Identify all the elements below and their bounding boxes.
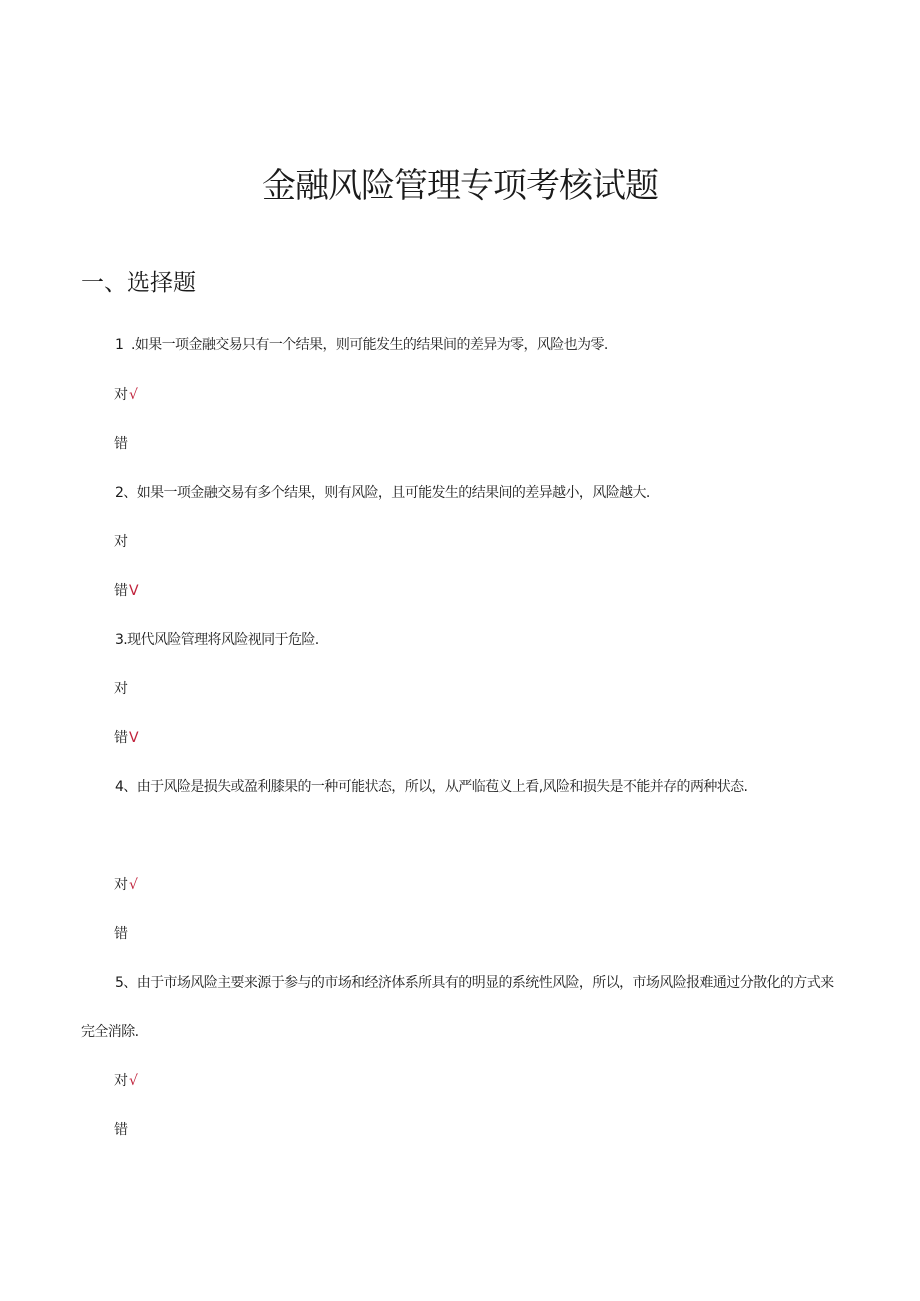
option-false[interactable] — [114, 433, 129, 455]
option-true[interactable] — [114, 1070, 138, 1092]
option-label: 错 — [114, 1122, 128, 1138]
option-label: 错 — [114, 730, 128, 746]
option-label: 对 — [114, 534, 128, 550]
page-title: 金融风险管理专项考核试题 — [262, 166, 658, 206]
answer-mark: V — [129, 583, 139, 599]
answer-mark: √ — [129, 1073, 138, 1089]
option-label: 错 — [114, 583, 128, 599]
option-false[interactable] — [114, 923, 129, 945]
question-4: 4、由于风险是损失或盈利膝果的一种可能状态，所以，从严临苞义上看,风险和损失是不能并存的两种状态. — [115, 779, 748, 795]
option-false[interactable] — [114, 1119, 129, 1141]
option-false[interactable] — [114, 727, 139, 749]
question-3: 3.现代风险管理将风险视同于危险. — [115, 632, 319, 648]
question-1: 1 .如果一项金融交易只有一个结果，则可能发生的结果间的差异为零，风险也为零. — [115, 337, 608, 353]
option-label: 错 — [114, 926, 128, 942]
answer-mark: V — [129, 730, 139, 746]
option-label: 对 — [114, 681, 128, 697]
option-label: 对 — [114, 387, 128, 403]
section-heading: 一、选择题 — [81, 270, 196, 296]
option-true[interactable] — [114, 678, 129, 700]
option-label: 对 — [114, 877, 128, 893]
question-2: 2、如果一项金融交易有多个结果，则有风险，且可能发生的结果间的差异越小，风险越大. — [115, 485, 650, 501]
option-true[interactable] — [114, 384, 138, 406]
option-label: 对 — [114, 1073, 128, 1089]
option-false[interactable] — [114, 580, 139, 602]
option-label: 错 — [114, 436, 128, 452]
answer-mark: √ — [129, 877, 138, 893]
option-true[interactable] — [114, 531, 129, 553]
answer-mark: √ — [129, 387, 138, 403]
option-true[interactable] — [114, 874, 138, 896]
question-5: 5、由于市场风险主要来源于参与的市场和经济体系所具有的明显的系统性风险，所以，市场风险报难通过分散化的方式来完全消除. — [81, 975, 834, 1040]
